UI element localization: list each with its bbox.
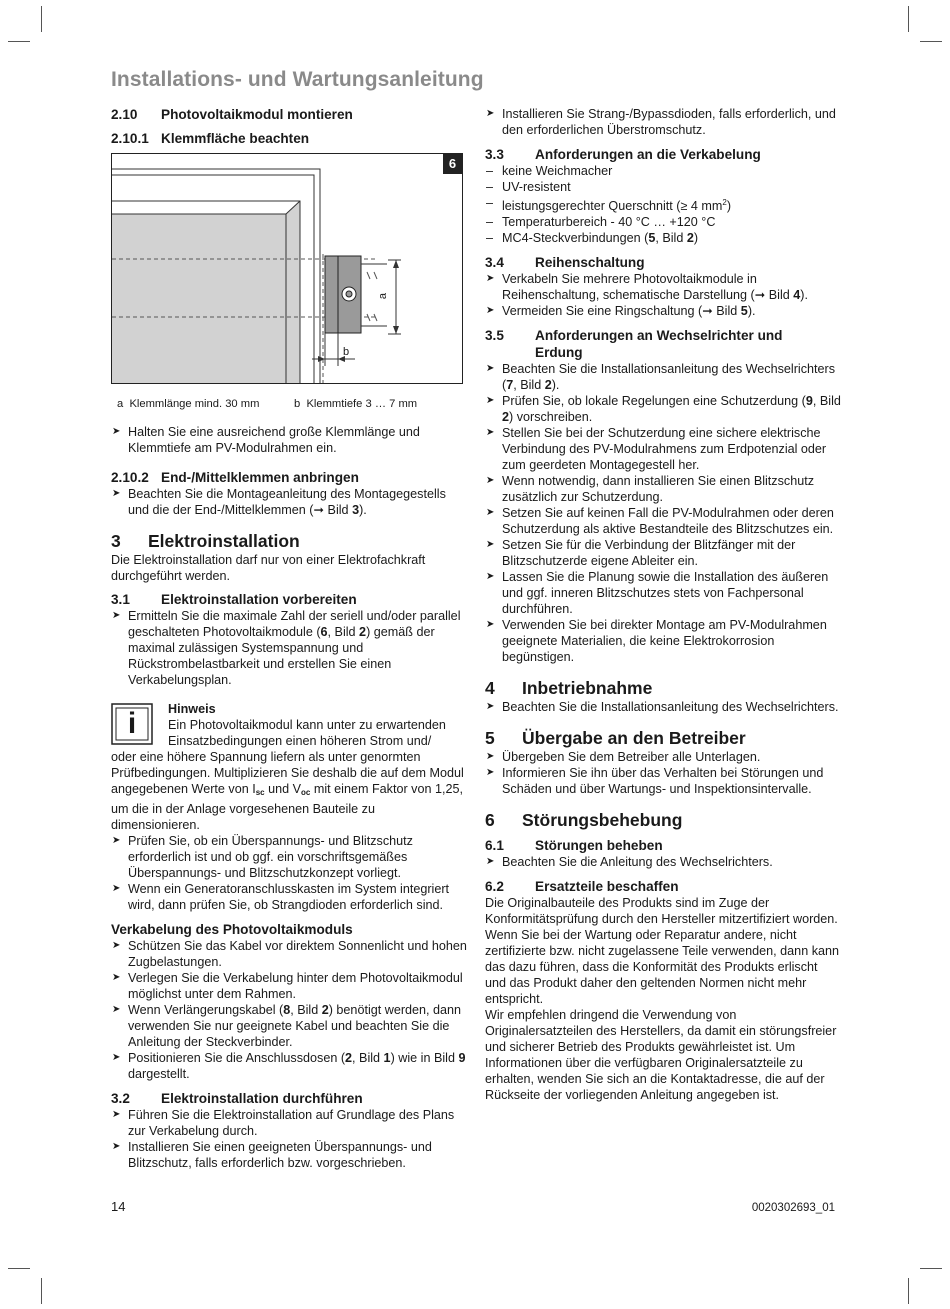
list-item: ➤ Wenn ein Generatoranschlusskasten im System integriert wird, dann prüfen Sie, ob Strangdioden erforderlich sind. [112,882,450,912]
paragraph: Die Elektroinstallation darf nur von einer Elektrofachkraft durchgeführt werden. [111,553,426,583]
section-heading: 6.2 Ersatzteile beschaffen [485,879,679,894]
section-heading: 3.4 Reihenschaltung [485,255,645,270]
list-item: – Temperaturbereich - 40 °C … +120 °C [486,215,716,229]
crop-mark [41,1278,42,1304]
list-item: ➤ Wenn notwendig, dann installieren Sie einen Blitzschutz zusätzlich zur Schutzerdung. [486,474,815,504]
figure-number: 6 [443,154,462,174]
left-column [111,106,467,1171]
chapter-heading: 5 Übergabe an den Betreiber [485,728,746,748]
list-item: ➤ Verwenden Sie bei direkter Montage am PV-Modulrahmen geeignete Materialien, die keine Elektrokorrosion begünstigen. [486,618,827,664]
list-item: ➤ Verlegen Sie die Verkabelung hinter dem Photovoltaikmodul möglichst unter dem Rahmen. [112,971,463,1001]
hint-box [111,701,467,833]
list-item: ➤ Prüfen Sie, ob lokale Regelungen eine Schutzerdung (9, Bild 2) vorschreiben. [486,394,841,424]
list-item: ➤ Installieren Sie einen geeigneten Überspannungs- und Blitzschutz, falls erforderlich bzw. vorgeschrieben. [112,1140,432,1170]
list-item: ➤ Lassen Sie die Planung sowie die Installation des äußeren und ggf. inneren Blitzschutzes stets von Fachpersonal durchführen. [486,570,829,616]
info-icon-glyph: i [127,707,137,740]
crop-mark [908,1278,909,1304]
list-item: ➤ Beachten Sie die Anleitung des Wechselrichters. [486,855,773,869]
hint-line: Ein Photovoltaikmodul kann unter zu erwartenden [168,718,446,732]
section-heading: 3.2 Elektroinstallation durchführen [111,1091,363,1106]
list-item: – keine Weichmacher [486,164,613,178]
list-item: – leistungsgerechter Querschnitt (≥ 4 $mm^2$) [486,196,732,213]
list-item: ➤ Vermeiden Sie eine Ringschaltung (➞ Bild 5). [486,304,756,318]
crop-mark [8,1268,30,1269]
list-item: ➤ Prüfen Sie, ob ein Überspannungs- und Blitzschutz erforderlich ist und ob ggf. ein vorschriftsgemäßes Überspannungs- und Blitzschutzkonzept vorliegt. [112,834,413,880]
list-item: ➤ Beachten Sie die Montageanleitung des Montagegestells und die der End-/Mittelklemmen (➞ Bild 3). [112,487,446,517]
list-item: ➤ Stellen Sie bei der Schutzerdung eine sichere elektrische Verbindung des PV-Modulrahmens zum Erdpotenzial oder zum geerdeten Montagegestell her. [486,426,827,472]
section-heading: 3.5 Anforderungen an Wechselrichter und Erdung [485,328,783,360]
crop-mark [920,41,942,42]
list-item: ➤ Wenn Verlängerungskabel (8, Bild 2) benötigt werden, dann verwenden Sie nur geeignete Kabel und beachten Sie die Anleitung der Steckverbinder. [112,1003,462,1049]
right-column [485,106,841,1103]
subsection-heading: Verkabelung des Photovoltaikmoduls [111,922,353,937]
list-item: – UV-resistent [486,180,571,194]
list-item: ➤ Beachten Sie die Installationsanleitung des Wechselrichters (7, Bild 2). [486,362,835,392]
crop-mark [908,6,909,32]
list-item: ➤ Setzen Sie für die Verbindung der Blitzfänger mit der Blitzschutzerde eigene Ableiter ein. [486,538,796,568]
list-item: – MC4-Steckverbindungen (5, Bild 2) [486,231,699,245]
paragraph: Wir empfehlen dringend die Verwendung von Originalersatzteilen des Herstellers, da damit ein störungsfreier und sicherer Betrieb des Produkts gewährleistet ist. Um Informationen über die verfügbaren Originalersatzteile zu erhalten, wenden Sie sich an die Kontaktadresse, die auf der Rückseite der vorliegenden Anleitung angegeben ist. [485,1008,837,1102]
list-item: ➤ Verkabeln Sie mehrere Photovoltaikmodule in Reihenschaltung, schematische Darstellung (➞ Bild 4). [486,272,808,302]
list-item: ➤ Halten Sie eine ausreichend große Klemmlänge und Klemmtiefe am PV-Modulrahmen ein. [112,425,420,455]
dim-label-b: b [343,346,350,358]
hint-title: Hinweis [168,702,216,716]
section-heading: 2.10.2 End-/Mittelklemmen anbringen [111,470,359,485]
crop-mark [41,6,42,32]
clamp-figure [111,153,463,384]
list-item: ➤ Führen Sie die Elektroinstallation auf Grundlage des Plans zur Verkabelung durch. [112,1108,455,1138]
list-item: ➤ Ermitteln Sie die maximale Zahl der seriell und/oder parallel geschalteten Photovoltaikmodule (6, Bild 2) gemäß der maximal zulässigen Systemspannung und Rückstrombelastbarkeit und erstellen Sie einen Verkabelungsplan. [112,609,461,687]
document-id: 0020302693_01 [751,1202,835,1214]
list-item: ➤ Setzen Sie auf keinen Fall die PV-Modulrahmen oder deren Schutzerdung als aktive Bestandteile des Blitzschutzes ein. [486,506,834,536]
hint-text: oder eine höhere Spannung liefern als unter genormten Prüfbedingungen. Multiplizieren Sie deshalb die auf dem Modul angegebenen Werte von $I_{sc}$ und $V_{oc}$ mit einem Faktor von 1,25, um die in der Anlage vorgesehenen Bauteile zu dimensionieren. [111,750,464,832]
crop-mark [8,41,30,42]
list-item: ➤ Informieren Sie ihn über das Verhalten bei Störungen und Schäden und über Wartungs- und Inspektionsintervalle. [486,766,824,796]
legend-b: b Klemmtiefe 3 … 7 mm [294,398,418,410]
list-item: ➤ Übergeben Sie dem Betreiber alle Unterlagen. [486,750,761,764]
section-heading: 3.3 Anforderungen an die Verkabelung [485,147,761,162]
legend-a: a Klemmlänge mind. 30 mm [117,398,260,410]
list-item: ➤ Installieren Sie Strang-/Bypassdioden, falls erforderlich, und den erforderlichen Überstromschutz. [486,107,836,137]
paragraph: Die Originalbauteile des Produkts sind im Zuge der Konformitätsprüfung durch den Hersteller mitzertifiziert worden. Wenn Sie bei der Wartung oder Reparatur andere, nicht zertifizierte bzw. nicht zugelassene Teile verwenden, dann kann das dazu führen, dass die Konformität des Produkts erlischt und das Produkt daher den geltenden Normen nicht mehr entspricht. [485,896,840,1006]
chapter-heading: 4 Inbetriebnahme [485,678,653,698]
page-title: Installations- und Wartungsanleitung [111,68,484,91]
crop-mark [920,1268,942,1269]
section-heading: 6.1 Störungen beheben [485,838,663,853]
section-heading: 3.1 Elektroinstallation vorbereiten [111,592,357,607]
dim-label-a: a [377,292,390,300]
chapter-heading: 6 Störungsbehebung [485,810,683,830]
section-heading: 2.10 Photovoltaikmodul montieren [111,107,353,122]
hint-line: Einsatzbedingungen einen höheren Strom und/ [168,734,432,748]
chapter-heading: 3 Elektroinstallation [111,531,300,551]
figure-legend [111,396,467,412]
page-number: 14 [111,1199,126,1214]
section-heading: 2.10.1 Klemmfläche beachten [111,131,310,146]
list-item: ➤ Positionieren Sie die Anschlussdosen (2, Bild 1) wie in Bild 9 dargestellt. [112,1051,466,1081]
list-item: ➤ Schützen Sie das Kabel vor direktem Sonnenlicht und hohen Zugbelastungen. [112,939,467,969]
clamp-diagram [112,154,462,383]
list-item: ➤ Beachten Sie die Installationsanleitung des Wechselrichters. [486,700,839,714]
